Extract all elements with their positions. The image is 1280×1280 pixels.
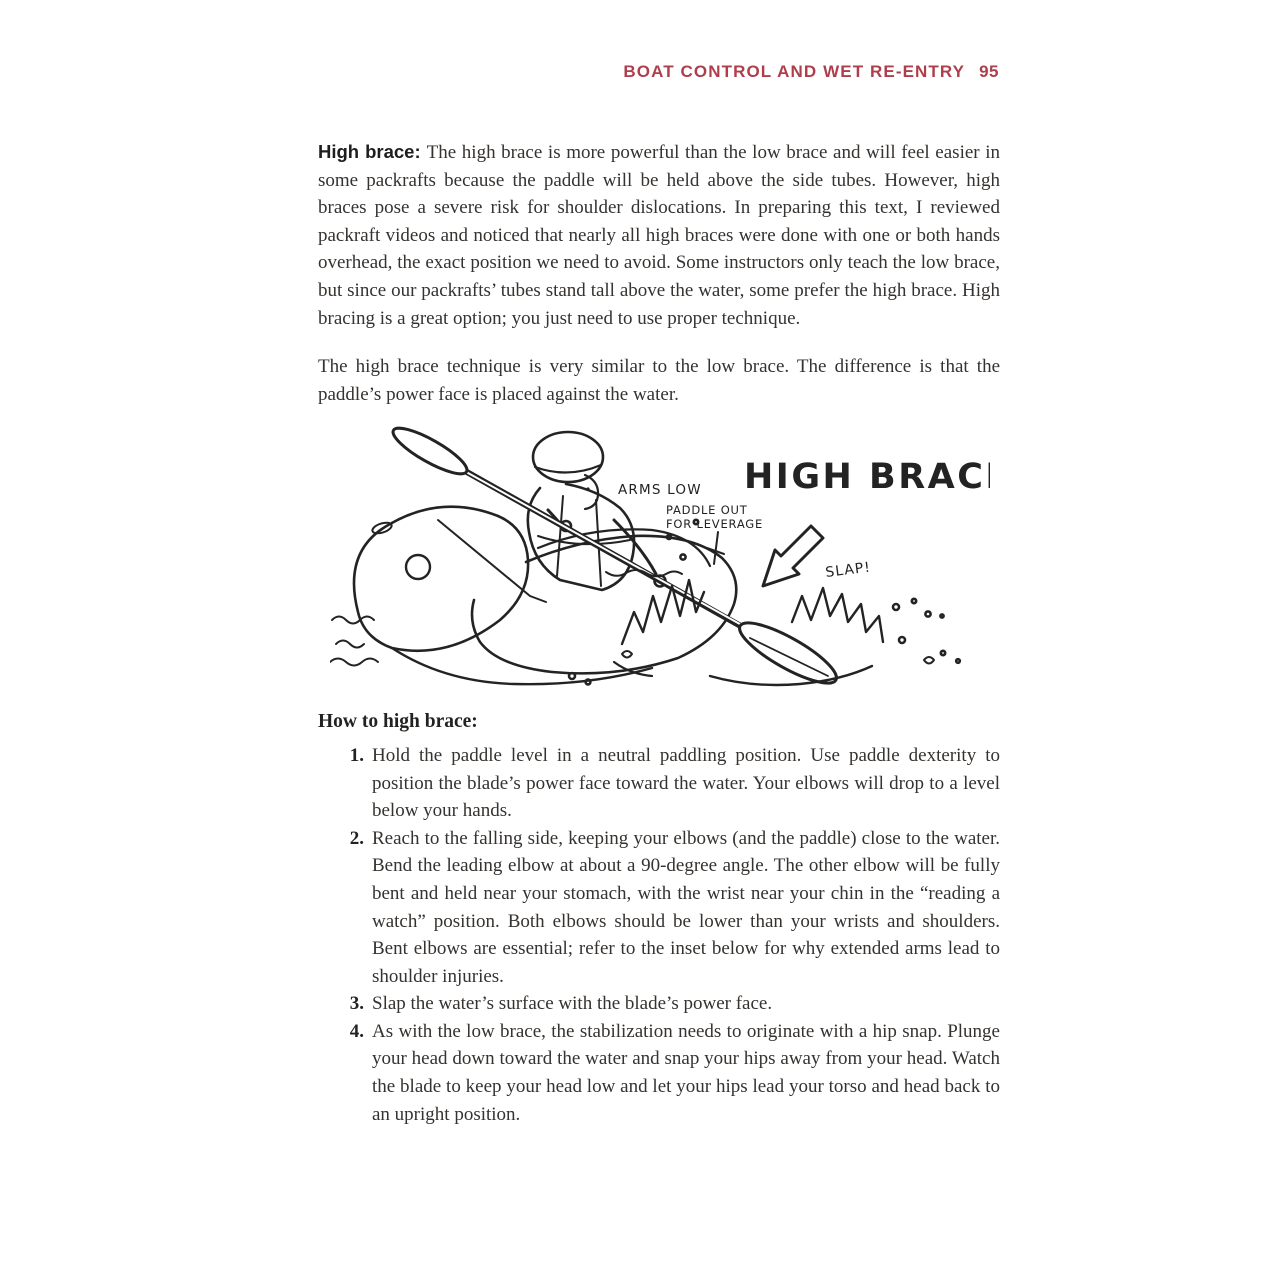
list-item-text: Slap the water’s surface with the blade’s power face. [372,993,773,1015]
arrow-down-left-icon [763,526,823,586]
splash [622,580,704,644]
list-item [318,990,1000,1018]
label-paddle-out: PADDLE OUT [666,503,748,518]
label-for-leverage: FOR LEVERAGE [666,517,764,532]
illustration-high-brace [330,424,990,696]
list-item [318,742,1000,825]
howto-heading: How to high brace: [318,711,478,733]
list-item [318,1018,1000,1128]
list-item-text: Reach to the falling side, keeping your elbows (and the paddle) close to the water. Bend the leading elbow at about a 90-degree angle. The other elbow will be fully bent and held near your stomach, with the wrist near your chin in the “reading a watch” position. Both elbows should be lower than your wrists and shoulders. Bent elbows are essential; refer to the inset below for why extended arms lead to shoulder injuries. [372,827,1000,987]
water-line-icon [332,617,374,624]
list-item-number: 2. [349,827,364,849]
high-brace-sketch [330,424,990,696]
paragraph-technique: The high brace technique is very similar to the low brace. The difference is that the paddle’s power face is placed against the water. [318,356,1000,405]
list-item-text: As with the low brace, the stabilization needs to originate with a hip snap. Plunge your head down toward the water and snap your hips away from your head. Watch the blade to keep your head low and let your hips lead your torso and head back to an upright position. [372,1020,1000,1125]
list-item-text: Hold the paddle level in a neutral paddling position. Use paddle dexterity to position the blade’s power face toward the water. Your elbows will drop to a level below your hands. [372,744,1000,822]
paragraph-lead-label: High brace: [318,141,421,162]
label-arms-low: ARMS LOW [618,482,702,499]
list-item-number: 1. [349,744,364,766]
paragraph-body: The high brace is more powerful than the low brace and will feel easier in some packrafts because the paddle will be held above the side tubes. However, high braces pose a severe risk for shoulder dislocations. In preparing this text, I reviewed packraft videos and noticed that nearly all high braces were done with one or both hands overhead, the exact position we need to avoid. Some instructors only teach the low brace, but since our packrafts’ tubes stand tall above the water, some prefer the high brace. High bracing is a great option; you just need to use proper technique. [318,142,1000,329]
page-number: 95 [979,62,999,81]
running-header [623,62,999,82]
chapter-title: BOAT CONTROL AND WET RE-ENTRY [623,62,966,81]
figure-title: HIGH BRACE [744,457,990,498]
list-item-number: 3. [349,993,364,1015]
upper-blade [388,424,472,481]
text-column [318,138,1000,1128]
list-item-number: 4. [349,1020,364,1042]
valve-icon [406,555,430,579]
list-item [318,825,1000,991]
paragraph-high-brace [318,138,1000,332]
label-slap: SLAP! [824,559,872,582]
howto-list [318,742,1000,1128]
helmet-icon [533,432,603,482]
packraft-bow [354,507,528,651]
